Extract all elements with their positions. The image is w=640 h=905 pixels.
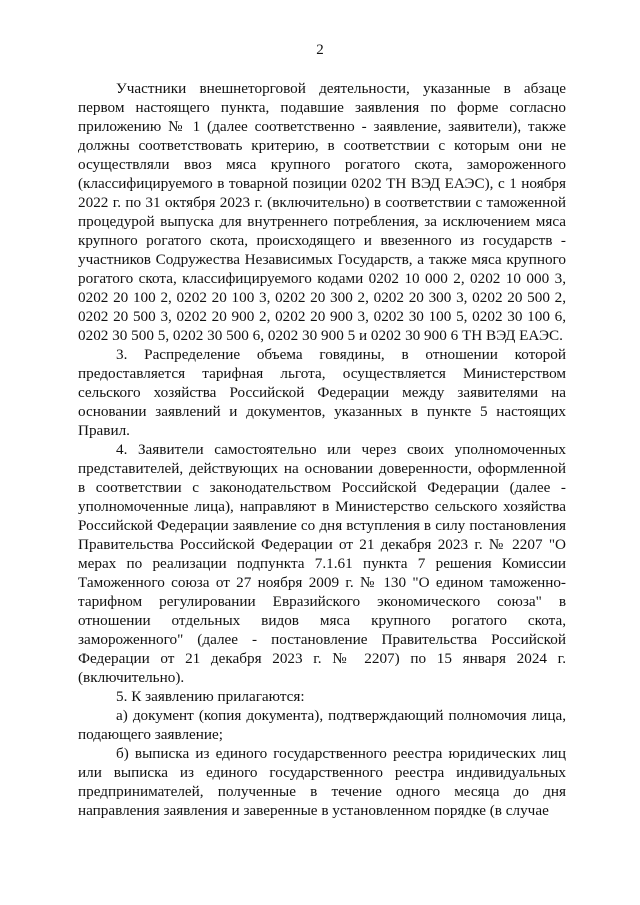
page-number: 2 <box>316 42 324 58</box>
paragraph-item-3: 3. Распределение объема говядины, в отношении которой предоставляется тарифная льгота, осуществляется Министерством сельского хозяйства Российской Федерации между заявителями на основании заявлений и документов, указанных в пункте 5 настоящих Правил. <box>78 346 566 439</box>
paragraph-item-4: 4. Заявители самостоятельно или через своих уполномоченных представителей, действующих на основании доверенности, оформленной в соответствии с законодательством Российской Федерации (далее - уполномоченные лица), направляют в Министерство сельского хозяйства Российской Федерации заявление со дня вступления в силу постановления Правительства Российской Федерации от 21 декабря 2023 г. № 2207 "О мерах по реализации подпункта 7.1.61 пункта 7 решения Комиссии Таможенного союза от 27 ноября 2009 г. № 130 "О едином таможенно-тарифном регулировании Евразийского экономического союза" в отношении отдельных видов мяса крупного рогатого скота, замороженного" (далее - постановление Правительства Российской Федерации от 21 декабря 2023 г. № 2207) по 15 января 2024 г. (включительно). <box>78 441 566 686</box>
paragraph-item-5: 5. К заявлению прилагаются: <box>116 688 305 705</box>
paragraph-importers-criterion: Участники внешнеторговой деятельности, указанные в абзаце первом настоящего пункта, подавшие заявления по форме согласно приложению № 1 (далее соответственно - заявление, заявители), также должны соответствовать критерию, в соответствии с которым они не осуществляли ввоз мяса крупного рогатого скота, замороженного (классифицируемого в товарной позиции 0202 ТН ВЭД ЕАЭС), с 1 ноября 2022 г. по 31 октября 2023 г. (включительно) в соответствии с таможенной процедурой выпуска для внутреннего потребления, за исключением мяса крупного рогатого скота, происходящего и ввезенного из государств - участников Содружества Независимых Государств, а также мяса крупного рогатого скота, классифицируемого кодами 0202 10 000 2, 0202 10 000 3, 0202 20 100 2, 0202 20 100 3, 0202 20 300 2, 0202 20 300 3, 0202 20 500 2, 0202 20 500 3, 0202 20 900 2, 0202 20 900 3, 0202 30 100 5, 0202 30 100 6, 0202 30 500 5, 0202 30 500 6, 0202 30 900 5 и 0202 30 900 6 ТН ВЭД ЕАЭС. <box>78 80 566 344</box>
paragraph-item-5a: а) документ (копия документа), подтверждающий полномочия лица, подающего заявление; <box>78 707 566 743</box>
paragraph-item-5b: б) выписка из единого государственного реестра юридических лиц или выписка из единого государственного реестра индивидуальных предпринимателей, полученные в течение одного месяца до дня направления заявления и заверенные в установленном порядке (в случае <box>78 745 566 819</box>
document-body <box>78 79 566 820</box>
